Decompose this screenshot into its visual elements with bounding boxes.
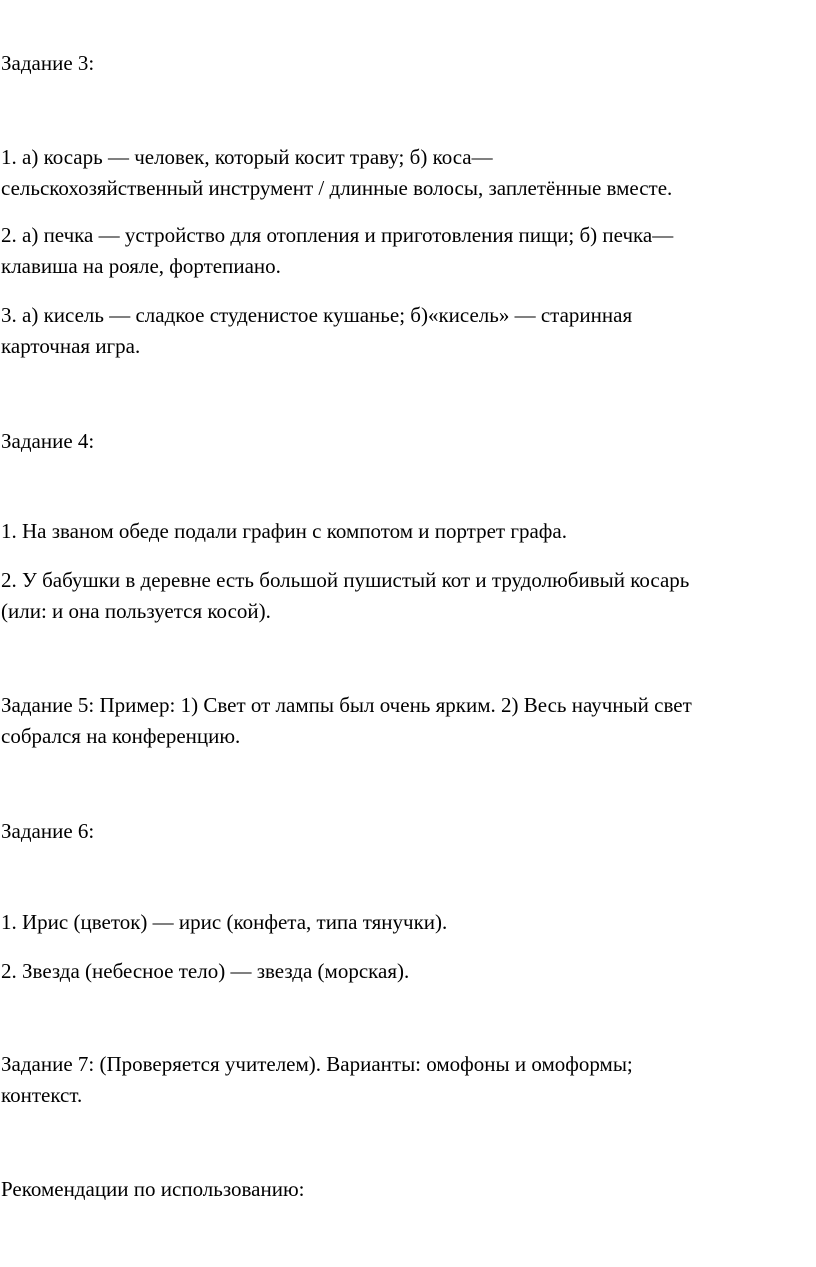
task4-item1-line1: 1. На званом обеде подали графин с компотом и портрет графа. [1,519,567,543]
task6-item2: 2. Звезда (небесное тело) — звезда (морская). [1,959,410,983]
task3-item1-line1: 1. а) косарь — человек, который косит траву; б) коса— [1,145,493,169]
task4-heading: Задание 4: [1,429,95,453]
task4-item2-line2: (или: и она пользуется косой). [1,599,271,623]
task7-line2: контекст. [1,1083,83,1107]
task3-item2-line1: 2. а) печка — устройство для отопления и приготовления пищи; б) печка— [1,223,674,247]
task7-line1: Задание 7: (Проверяется учителем). Варианты: омофоны и омоформы; [1,1052,633,1076]
task6-item1: 1. Ирис (цветок) — ирис (конфета, типа тянучки). [1,910,448,934]
task3-item3-line2: карточная игра. [1,334,141,358]
task3-heading: Задание 3: [1,51,95,75]
task6-heading: Задание 6: [1,819,95,843]
recommendations-heading: Рекомендации по использованию: [1,1177,305,1201]
task3-item3-line1: 3. а) кисель — сладкое студенистое кушанье; б)«кисель» — старинная [1,303,633,327]
task5-line1: Задание 5: Пример: 1) Свет от лампы был очень ярким. 2) Весь научный свет [1,693,692,717]
task3-item2-line2: клавиша на рояле, фортепиано. [1,254,281,278]
task4-item2-line1: 2. У бабушки в деревне есть большой пушистый кот и трудолюбивый косарь [1,568,690,592]
task5-line2: собрался на конференцию. [1,724,241,748]
task3-item1-line2: сельскохозяйственный инструмент / длинные волосы, заплетённые вместе. [1,176,673,200]
